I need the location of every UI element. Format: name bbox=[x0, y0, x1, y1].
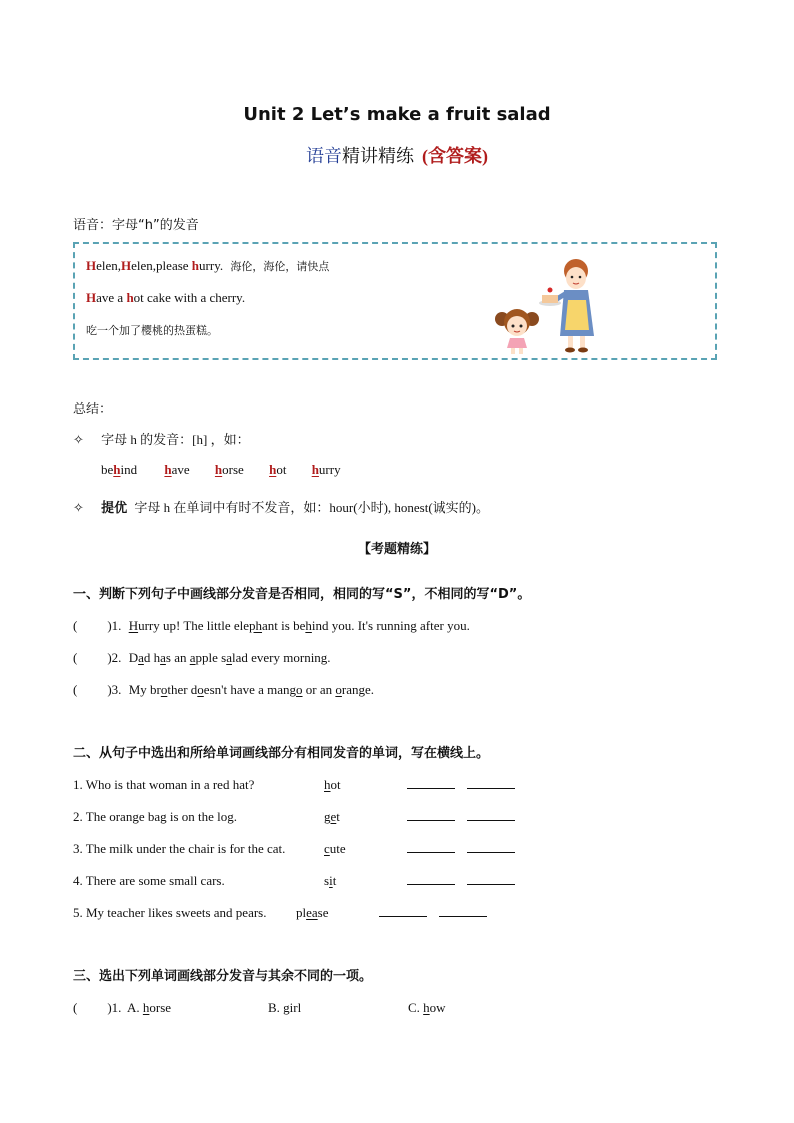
option-a[interactable]: A. horse bbox=[127, 1000, 172, 1015]
section-2-item-5-word: please bbox=[296, 905, 329, 920]
rule-2-label: 提优 bbox=[101, 500, 128, 515]
section-3-heading: 三、选出下列单词画线部分发音与其余不同的一项。 bbox=[73, 969, 373, 984]
cake-icon bbox=[539, 288, 561, 307]
section-1-question-2: ( )2. Dad has an apple salad every morning. bbox=[73, 650, 331, 665]
section-1-question-3: ( )3. My brother doesn't have a mango or an orange. bbox=[73, 682, 375, 697]
example-word: horse bbox=[214, 462, 244, 477]
page-subtitle bbox=[0, 142, 794, 168]
section-2-item-3-blanks[interactable] bbox=[407, 841, 515, 857]
section-2-item-4-sentence: 4. There are some small cars. bbox=[73, 873, 225, 888]
section-2-item-3-sentence: 3. The milk under the chair is for the cat. bbox=[73, 841, 286, 856]
chant-line-3: 吃一个加了樱桃的热蛋糕。 bbox=[86, 324, 218, 337]
section-3-question-1: ( )1. bbox=[73, 1000, 122, 1015]
section-1-heading: 一、判断下列句子中画线部分发音是否相同，相同的写“S”，不相同的写“D”。 bbox=[73, 587, 531, 602]
summary-label: 总结： bbox=[73, 401, 113, 416]
example-word: have bbox=[164, 462, 190, 477]
example-word: hot bbox=[269, 462, 287, 477]
section-2-item-4-blanks[interactable] bbox=[407, 873, 515, 889]
subtitle-part-b: 精讲精练 bbox=[342, 146, 414, 166]
subtitle-part-a: 语音 bbox=[306, 146, 342, 166]
girl-figure bbox=[495, 309, 539, 354]
mother-daughter-cake-illustration bbox=[488, 256, 606, 356]
rule-1: ✧ 字母 h 的发音：[h] ，如： bbox=[73, 432, 250, 448]
example-words bbox=[101, 462, 341, 478]
section-2-item-1-sentence: 1. Who is that woman in a red hat? bbox=[73, 777, 255, 792]
section-2-heading: 二、从句子中选出和所给单词画线部分有相同发音的单词，写在横线上。 bbox=[73, 746, 490, 761]
diamond-bullet-icon: ✧ bbox=[73, 433, 84, 448]
section-2-item-2-blanks[interactable] bbox=[407, 809, 515, 825]
option-c[interactable]: C. how bbox=[408, 1000, 446, 1015]
example-word: hurry bbox=[311, 462, 341, 477]
section-2-item-2-word: get bbox=[324, 809, 340, 824]
practice-heading: 【考题精练】 bbox=[357, 542, 436, 557]
subtitle-answers: (含答案) bbox=[422, 146, 488, 166]
section-2-item-1-word: hot bbox=[324, 777, 341, 792]
section-2-item-3-word: cute bbox=[324, 841, 346, 856]
diamond-bullet-icon: ✧ bbox=[73, 501, 84, 516]
phonics-heading: 语音：字母“h”的发音 bbox=[73, 218, 199, 233]
section-2-item-1-blanks[interactable] bbox=[407, 777, 515, 793]
section-2-item-2-sentence: 2. The orange bag is on the log. bbox=[73, 809, 238, 824]
section-1-question-1: ( )1. Hurry up! The little elephant is behind you. It's running after you. bbox=[73, 618, 470, 633]
page-title: Unit 2 Let’s make a fruit salad bbox=[243, 104, 551, 125]
chant-line-1: Helen,Helen,please hurry. 海伦，海伦，请快点 bbox=[86, 258, 330, 273]
option-b[interactable]: B. girl bbox=[268, 1000, 302, 1015]
section-2-item-4-word: sit bbox=[324, 873, 337, 888]
section-2-item-5-blanks[interactable] bbox=[379, 905, 487, 921]
rule-2: ✧ 提优 字母 h 在单词中有时不发音，如：hour(小时), honest(诚实的)。 bbox=[73, 500, 490, 516]
example-word: behind bbox=[101, 462, 138, 477]
chant-line-2: Have a hot cake with a cherry. bbox=[86, 290, 246, 305]
section-2-item-5-sentence: 5. My teacher likes sweets and pears. bbox=[73, 905, 267, 920]
woman-figure bbox=[552, 259, 594, 353]
